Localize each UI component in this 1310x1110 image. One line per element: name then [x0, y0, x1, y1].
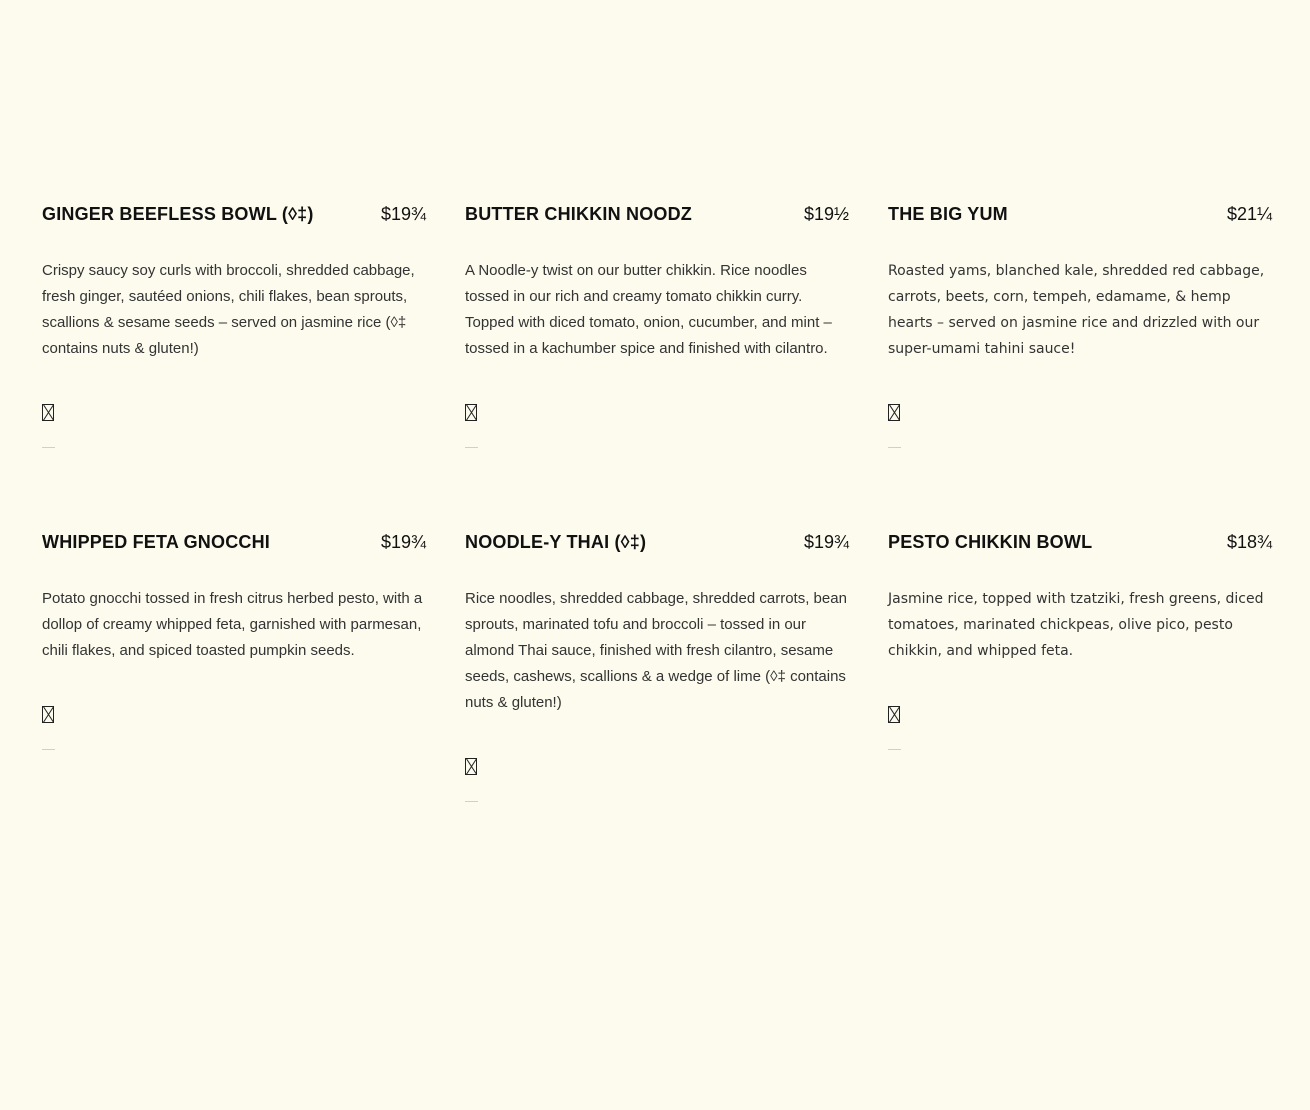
- item-header: [42, 532, 426, 566]
- item-name: NOODLE-Y THAI (◊‡): [465, 532, 647, 552]
- item-price: $19¾: [803, 532, 849, 552]
- item-price: $19¾: [380, 204, 426, 224]
- item-description: Rice noodles, shredded cabbage, shredded carrots, bean sprouts, marinated tofu and broccoli – tossed in our almond Thai sauce, finished with fresh cilantro, sesame seeds, cashews, scallions & a wedge of lime (◊‡ contains nuts & gluten!): [465, 590, 847, 711]
- item-header: [465, 532, 849, 566]
- menu-grid: [42, 204, 1272, 802]
- menu-item: [465, 532, 849, 802]
- item-header: [888, 532, 1272, 566]
- item-divider: [42, 447, 55, 448]
- item-name: THE BIG YUM: [888, 204, 1008, 224]
- item-divider: [42, 749, 55, 750]
- item-description: Jasmine rice, topped with tzatziki, fresh greens, diced tomatoes, marinated chickpeas, olive pico, pesto chikkin, and whipped feta.: [888, 591, 1264, 659]
- menu-item: [888, 532, 1272, 802]
- item-name: BUTTER CHIKKIN NOODZ: [465, 204, 692, 224]
- unknown-glyph-icon: [42, 706, 54, 723]
- item-divider: [888, 447, 901, 448]
- menu-item: [42, 532, 426, 802]
- unknown-glyph-icon: [465, 404, 477, 421]
- item-name: WHIPPED FETA GNOCCHI: [42, 532, 270, 552]
- unknown-glyph-icon: [888, 706, 900, 723]
- item-price: $18¾: [1226, 532, 1272, 552]
- menu-item: [42, 204, 426, 448]
- item-description: Roasted yams, blanched kale, shredded red cabbage, carrots, beets, corn, tempeh, edamame, & hemp hearts – served on jasmine rice and drizzled with our super-umami tahini sauce!: [888, 263, 1265, 357]
- unknown-glyph-icon: [465, 758, 477, 775]
- item-header: [888, 204, 1272, 238]
- item-price: $19¾: [380, 532, 426, 552]
- item-header: [42, 204, 426, 238]
- unknown-glyph-icon: [42, 404, 54, 421]
- item-name: PESTO CHIKKIN BOWL: [888, 532, 1093, 552]
- item-price: $19½: [803, 204, 849, 224]
- item-name: GINGER BEEFLESS BOWL (◊‡): [42, 204, 314, 224]
- menu-item: [465, 204, 849, 448]
- item-divider: [888, 749, 901, 750]
- item-divider: [465, 801, 478, 802]
- item-price: $21¼: [1226, 204, 1272, 224]
- item-divider: [465, 447, 478, 448]
- item-description: Potato gnocchi tossed in fresh citrus herbed pesto, with a dollop of creamy whipped feta, garnished with parmesan, chili flakes, and spiced toasted pumpkin seeds.: [42, 590, 423, 659]
- item-header: [465, 204, 849, 238]
- item-description: Crispy saucy soy curls with broccoli, shredded cabbage, fresh ginger, sautéed onions, chili flakes, bean sprouts, scallions & sesame seeds – served on jasmine rice (◊‡ contains nuts & gluten!): [42, 262, 415, 357]
- item-description: A Noodle-y twist on our butter chikkin. Rice noodles tossed in our rich and creamy tomato chikkin curry. Topped with diced tomato, onion, cucumber, and mint – tossed in a kachumber spice and finished with cilantro.: [465, 262, 832, 357]
- unknown-glyph-icon: [888, 404, 900, 421]
- menu-item: [888, 204, 1272, 448]
